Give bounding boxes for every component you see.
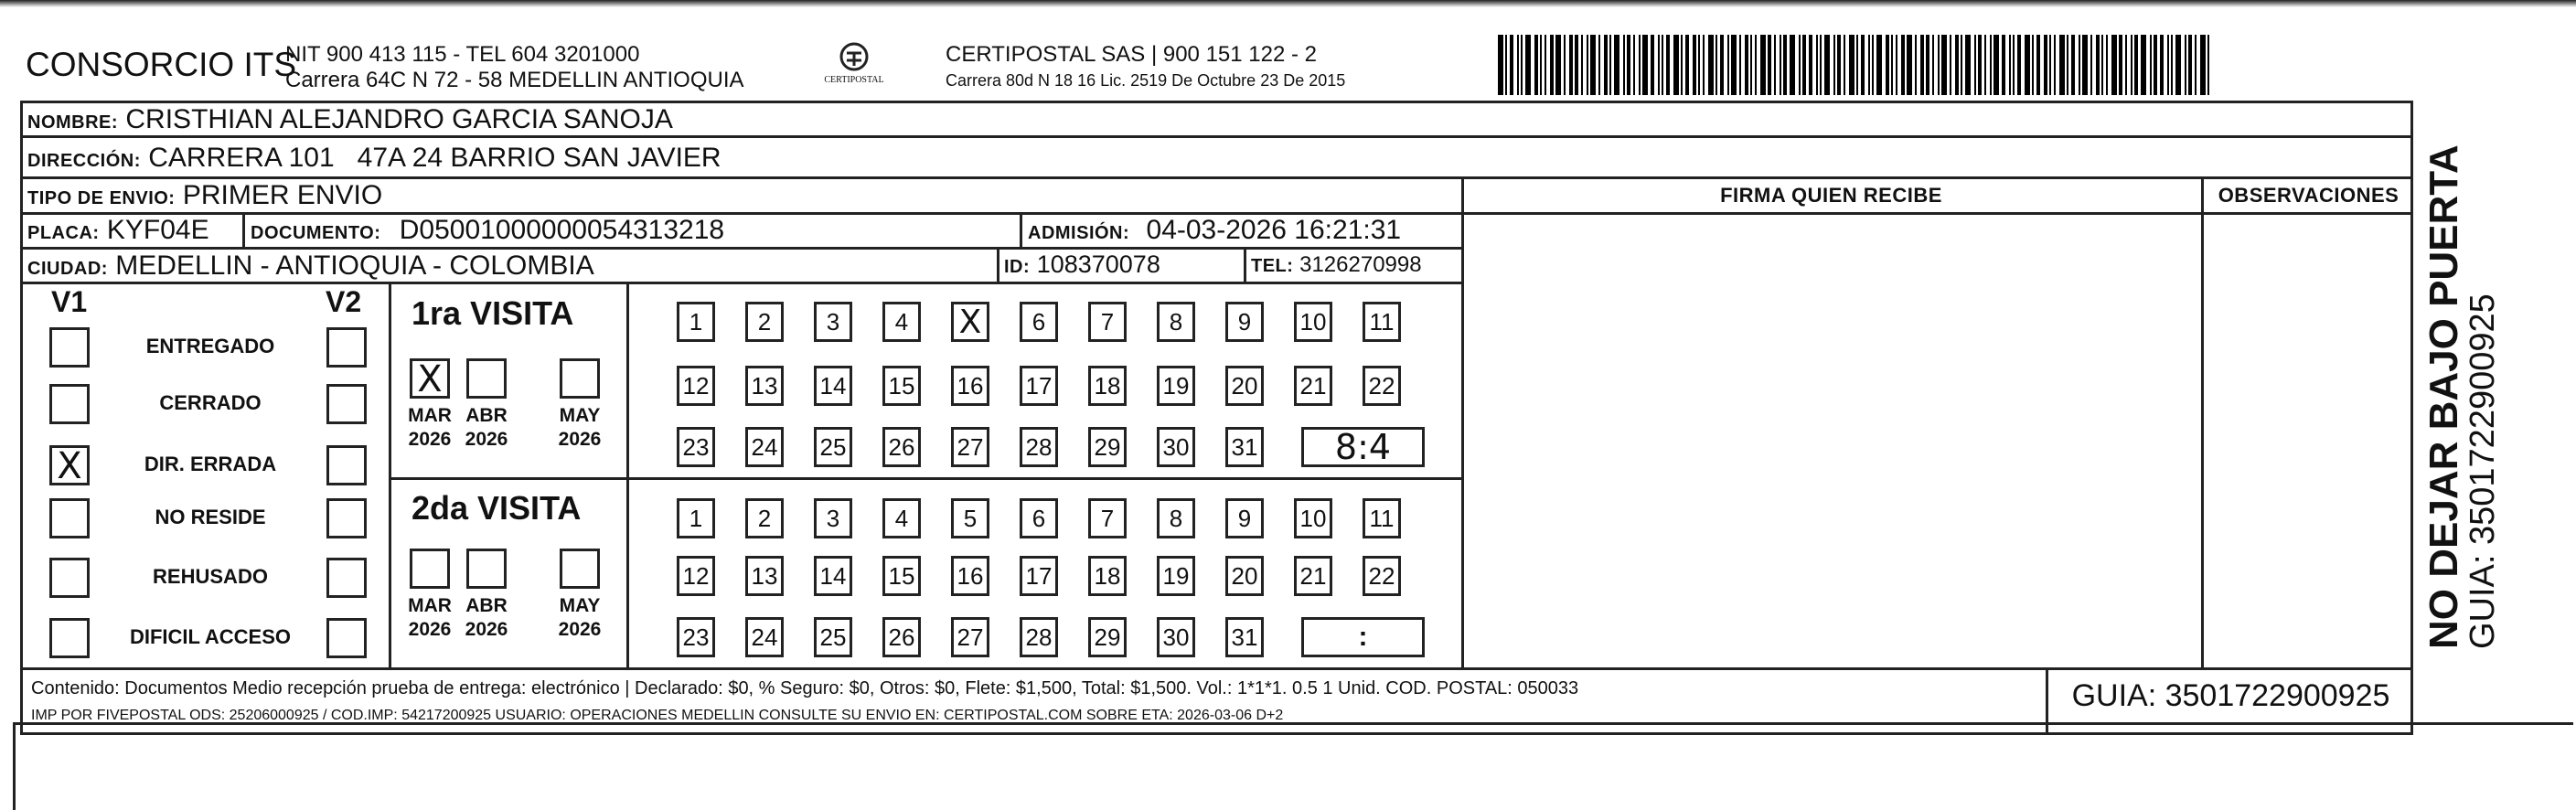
barcode-bar (1598, 35, 1600, 95)
observaciones-header: OBSERVACIONES (2218, 184, 2400, 207)
admision-value: 04-03-2026 16:21:31 (1146, 215, 1402, 245)
barcode-bar (1534, 35, 1538, 95)
barcode-bar (1816, 35, 1818, 95)
col-line (997, 247, 999, 282)
barcode-bar (2079, 35, 2080, 95)
tipo-row (27, 180, 382, 211)
placa-label: PLACA: (27, 223, 100, 243)
day-box[interactable]: 4 (882, 498, 921, 538)
day-box[interactable]: 6 (1020, 498, 1058, 538)
barcode-bar (1569, 35, 1573, 95)
day-box[interactable]: 12 (677, 366, 715, 406)
id-row (1004, 250, 1160, 279)
barcode-bar (2082, 35, 2088, 95)
placa-value: KYF04E (106, 215, 209, 245)
barcode-bar (1802, 35, 1806, 95)
barcode-bar (1941, 35, 1947, 95)
barcode-bar (2188, 35, 2192, 95)
day-mark: X (958, 303, 982, 341)
barcode-bar (1720, 35, 1724, 95)
day-box[interactable]: 26 (882, 427, 921, 467)
month-label: MAR 2026 (408, 595, 452, 640)
barcode-bar (1920, 35, 1924, 95)
day-box[interactable]: 30 (1157, 427, 1195, 467)
day-box[interactable]: 14 (814, 556, 852, 596)
month-label: ABR 2026 (465, 405, 508, 450)
certipostal-line: CERTIPOSTAL SAS | 900 151 122 - 2 (946, 42, 1317, 67)
day-box[interactable]: 20 (1225, 366, 1264, 406)
id-label: ID: (1004, 257, 1031, 277)
barcode-bar (2096, 35, 2100, 95)
day-box[interactable]: 27 (951, 617, 989, 657)
day-box[interactable]: 10 (1294, 302, 1332, 342)
barcode-bar (1614, 35, 1619, 95)
barcode-bar (1587, 35, 1588, 95)
tipo-value: PRIMER ENVIO (182, 180, 383, 210)
documento-row (251, 215, 724, 246)
tel-row (1251, 252, 1422, 278)
barcode-bar (1993, 35, 1999, 95)
barcode-bar (2071, 35, 2075, 95)
barcode-bar (1760, 35, 1766, 95)
barcode-bar (2013, 35, 2015, 95)
barcode-bar (1525, 35, 1531, 95)
barcode-bar (1837, 35, 1841, 95)
barcode-bar (2017, 35, 2021, 95)
barcode-bar (2175, 35, 2181, 95)
id-value: 108370078 (1036, 250, 1160, 278)
visit1-title: 1ra VISITA (412, 294, 574, 332)
day-box[interactable]: 30 (1157, 617, 1195, 657)
company-address: Carrera 64C N 72 - 58 MEDELLIN ANTIOQUIA (285, 68, 744, 92)
barcode-bar (1932, 35, 1934, 95)
month-checkbox[interactable]: X (410, 358, 450, 399)
barcode-bar (1868, 35, 1870, 95)
day-box[interactable]: 8 (1157, 302, 1195, 342)
barcode-bar (1950, 35, 1951, 95)
barcode-bar (1739, 35, 1741, 95)
barcode-bar (2125, 35, 2127, 95)
barcode-bar (2002, 35, 2005, 95)
barcode-bar (1780, 35, 1781, 95)
v1-checkbox[interactable] (49, 618, 90, 658)
day-box[interactable]: 21 (1294, 556, 1332, 596)
direccion-value: CARRERA 101 47A 24 BARRIO SAN JAVIER (148, 143, 721, 173)
direccion-label: DIRECCIÓN: (27, 151, 141, 171)
barcode-bar (2032, 35, 2034, 95)
day-box[interactable]: 29 (1088, 427, 1127, 467)
barcode-bar (1926, 35, 1929, 95)
barcode-bar (1498, 35, 1503, 95)
barcode-bar (1604, 35, 1608, 95)
barcode-bar (2134, 35, 2138, 95)
v1-checkbox[interactable] (49, 498, 90, 538)
barcode-bar (2150, 35, 2152, 95)
barcode-bar (1698, 35, 1700, 95)
ciudad-value: MEDELLIN - ANTIOQUIA - COLOMBIA (115, 250, 594, 281)
barcode-bar (1581, 35, 1583, 95)
barcode-bar (1666, 35, 1670, 95)
status-label: NO RESIDE (155, 506, 266, 528)
barcode-bar (1627, 35, 1630, 95)
visit1-time-field[interactable]: 8:4 (1301, 427, 1425, 467)
barcode-bar (2185, 35, 2186, 95)
day-box[interactable]: 5 (951, 498, 989, 538)
day-box[interactable]: 7 (1088, 302, 1127, 342)
barcode-bar (1876, 35, 1882, 95)
barcode-bar (1731, 35, 1737, 95)
barcode-bar (1633, 35, 1635, 95)
outer-lower-border (13, 722, 2573, 810)
row-line (20, 176, 2413, 179)
month-checkbox[interactable] (466, 358, 507, 399)
day-box[interactable]: 31 (1225, 427, 1264, 467)
day-box[interactable]: 25 (814, 427, 852, 467)
v1-checkbox[interactable] (49, 558, 90, 598)
row-line (20, 247, 1463, 250)
barcode-bar (2106, 35, 2108, 95)
tel-value: 3126270998 (1299, 252, 1422, 277)
v2-checkbox[interactable] (326, 558, 367, 598)
v1-header: V1 (51, 285, 88, 318)
barcode-bar (2036, 35, 2040, 95)
barcode-bar (2167, 35, 2169, 95)
v2-checkbox[interactable] (326, 445, 367, 485)
day-box[interactable]: 16 (951, 366, 989, 406)
barcode-bar (2207, 35, 2209, 95)
day-box[interactable]: 13 (745, 366, 784, 406)
day-box[interactable]: 13 (745, 556, 784, 596)
day-box[interactable]: 2 (745, 302, 784, 342)
day-box[interactable]: 15 (882, 366, 921, 406)
barcode-bar (2141, 35, 2146, 95)
barcode-bar (1590, 35, 1596, 95)
barcode-bar (1856, 35, 1858, 95)
status-divider (389, 282, 391, 667)
status-label: CERRADO (159, 391, 262, 414)
barcode-bar (1550, 35, 1554, 95)
footer-content-line: Contenido: Documentos Medio recepción prueba de entrega: electrónico | Declarado: $0, % Seguro: $0, Otros: $0, Flete: $1,500, Total: $1,500. Vol.: 1*1*1. 0.5 1 Unid. COD. POSTAL: 050033 (31, 678, 1579, 698)
side-guia: GUIA: 3501722900925 (2464, 293, 2502, 649)
barcode-bar (1849, 35, 1855, 95)
barcode-bar (1978, 35, 1982, 95)
barcode-bar (2054, 35, 2056, 95)
month-checkbox[interactable] (560, 358, 600, 399)
visit-separator (389, 477, 1461, 480)
day-box[interactable]: 7 (1088, 498, 1127, 538)
barcode-bar (2154, 35, 2157, 95)
barcode-bar (1609, 35, 1611, 95)
barcode-bar (1750, 35, 1752, 95)
barcode-bar (1505, 35, 1507, 95)
barcode-bar (1861, 35, 1865, 95)
day-box[interactable]: 26 (882, 617, 921, 657)
day-box[interactable]: 4 (882, 302, 921, 342)
ciudad-label: CIUDAD: (27, 259, 108, 279)
day-box[interactable] (951, 302, 989, 342)
barcode-bar (1673, 35, 1679, 95)
v1-checkbox[interactable] (49, 327, 90, 368)
barcode-bar (1824, 35, 1830, 95)
barcode-bar (1521, 35, 1523, 95)
day-box[interactable]: 21 (1294, 366, 1332, 406)
barcode-bar (1745, 35, 1748, 95)
v2-checkbox[interactable] (326, 327, 367, 368)
day-box[interactable]: 19 (1157, 556, 1195, 596)
row-line (20, 135, 2413, 138)
day-box[interactable]: 11 (1363, 302, 1401, 342)
day-box[interactable]: 1 (677, 498, 715, 538)
day-box[interactable]: 27 (951, 427, 989, 467)
day-box[interactable]: 24 (745, 617, 784, 657)
barcode-bar (1575, 35, 1578, 95)
no-dejar-bajo-puerta: NO DEJAR BAJO PUERTA (2421, 144, 2466, 649)
barcode-bar (1708, 35, 1714, 95)
barcode-bar (1984, 35, 1986, 95)
barcode-bar (1545, 35, 1546, 95)
day-box[interactable]: 12 (677, 556, 715, 596)
direccion-row (27, 143, 721, 174)
barcode-bar (2049, 35, 2051, 95)
day-box[interactable]: 3 (814, 302, 852, 342)
certipostal-logo: CERTIPOSTAL (819, 40, 889, 95)
barcode-bar (1716, 35, 1717, 95)
barcode-bar (1938, 35, 1940, 95)
v1-checkbox[interactable] (49, 384, 90, 424)
day-box[interactable]: 9 (1225, 302, 1264, 342)
barcode-bar (1681, 35, 1683, 95)
nombre-value: CRISTHIAN ALEJANDRO GARCIA SANOJA (125, 104, 673, 134)
day-box[interactable]: 31 (1225, 617, 1264, 657)
barcode-bar (1907, 35, 1912, 95)
barcode-bar (1517, 35, 1519, 95)
barcode-bar (1639, 35, 1641, 95)
barcode-bar (1990, 35, 1992, 95)
row-line (20, 282, 1463, 284)
barcode-bar (2044, 35, 2047, 95)
day-box[interactable]: 16 (951, 556, 989, 596)
day-box[interactable]: 20 (1225, 556, 1264, 596)
barcode-bar (2119, 35, 2122, 95)
day-box[interactable]: 11 (1363, 498, 1401, 538)
top-edge-shade (0, 0, 2576, 7)
v2-checkbox[interactable] (326, 384, 367, 424)
footer-print-line: IMP POR FIVEPOSTAL ODS: 25206000925 / COD.IMP: 54217200925 USUARIO: OPERACIONES MEDELLIN CONSULTE SU ENVIO EN: CERTIPOSTAL.COM SOBRE ETA: 2026-03-06 D+2 (31, 708, 1284, 723)
barcode-bar (1755, 35, 1757, 95)
day-box[interactable]: 29 (1088, 617, 1127, 657)
visit-divider (626, 282, 629, 667)
barcode (1498, 35, 2226, 95)
day-box[interactable]: 28 (1020, 427, 1058, 467)
visit2-time-field[interactable]: : (1301, 617, 1425, 657)
barcode-bar (2171, 35, 2173, 95)
day-box[interactable]: 6 (1020, 302, 1058, 342)
day-box[interactable]: 19 (1157, 366, 1195, 406)
row-line (20, 667, 2413, 670)
barcode-bar (1658, 35, 1660, 95)
month-checkbox[interactable] (410, 549, 450, 589)
month-checkbox[interactable] (560, 549, 600, 589)
admision-label: ADMISIÓN: (1028, 223, 1130, 243)
day-box[interactable]: 22 (1363, 366, 1401, 406)
v2-checkbox[interactable] (326, 618, 367, 658)
footer-guia: GUIA: 3501722900925 (2071, 678, 2390, 713)
barcode-bar (2131, 35, 2132, 95)
month-label: MAR 2026 (408, 405, 452, 450)
barcode-bar (1872, 35, 1874, 95)
v1-checkbox[interactable]: X (49, 445, 90, 485)
barcode-bar (2101, 35, 2103, 95)
barcode-bar (1768, 35, 1771, 95)
documento-label: DOCUMENTO: (251, 223, 381, 243)
barcode-bar (2009, 35, 2011, 95)
day-box[interactable]: 17 (1020, 366, 1058, 406)
nombre-row (27, 104, 673, 135)
signature-area[interactable] (1464, 215, 2201, 667)
barcode-bar (1642, 35, 1648, 95)
barcode-bar (1955, 35, 1959, 95)
company-name: CONSORCIO ITS (26, 46, 297, 83)
day-box[interactable]: 9 (1225, 498, 1264, 538)
day-box[interactable]: 23 (677, 617, 715, 657)
barcode-bar (1727, 35, 1729, 95)
barcode-bar (1774, 35, 1776, 95)
barcode-bar (2200, 35, 2206, 95)
v2-header: V2 (326, 285, 362, 318)
day-box[interactable]: 14 (814, 366, 852, 406)
barcode-bar (1510, 35, 1513, 95)
barcode-bar (1961, 35, 1962, 95)
status-label: REHUSADO (153, 565, 268, 588)
ciudad-row (27, 250, 594, 282)
barcode-bar (1974, 35, 1976, 95)
side-notice (2421, 101, 2503, 649)
barcode-bar (1901, 35, 1905, 95)
barcode-bar (1540, 35, 1542, 95)
barcode-bar (1965, 35, 1971, 95)
barcode-bar (1703, 35, 1705, 95)
barcode-bar (1833, 35, 1835, 95)
day-box[interactable]: 17 (1020, 556, 1058, 596)
day-box[interactable]: 2 (745, 498, 784, 538)
barcode-bar (1662, 35, 1663, 95)
barcode-bar (1886, 35, 1889, 95)
barcode-bar (2195, 35, 2197, 95)
day-box[interactable]: 10 (1294, 498, 1332, 538)
barcode-bar (1891, 35, 1893, 95)
status-label: DIFICIL ACCESO (129, 625, 291, 648)
month-checkbox[interactable] (466, 549, 507, 589)
firma-header: FIRMA QUIEN RECIBE (1720, 184, 1942, 207)
day-box[interactable]: 15 (882, 556, 921, 596)
visit2-title: 2da VISITA (412, 489, 582, 527)
barcode-bar (2025, 35, 2030, 95)
barcode-bar (1623, 35, 1625, 95)
col-line (1244, 247, 1246, 282)
barcode-bar (1651, 35, 1654, 95)
barcode-bar (1555, 35, 1561, 95)
v2-checkbox[interactable] (326, 498, 367, 538)
barcode-bar (1693, 35, 1696, 95)
day-box[interactable]: 22 (1363, 556, 1401, 596)
barcode-bar (2111, 35, 2117, 95)
day-box[interactable]: 1 (677, 302, 715, 342)
day-box[interactable]: 18 (1088, 366, 1127, 406)
day-box[interactable]: 25 (814, 617, 852, 657)
barcode-bar (2067, 35, 2068, 95)
barcode-bar (1790, 35, 1795, 95)
barcode-bar (2090, 35, 2092, 95)
barcode-bar (1915, 35, 1917, 95)
barcode-bar (1564, 35, 1566, 95)
col-line (1020, 212, 1022, 247)
admision-row (1028, 215, 1401, 246)
barcode-bar (1820, 35, 1822, 95)
day-box[interactable]: 23 (677, 427, 715, 467)
placa-row (27, 215, 209, 246)
day-box[interactable]: 3 (814, 498, 852, 538)
month-label: ABR 2026 (465, 595, 508, 640)
month-label: MAY 2026 (558, 405, 602, 450)
barcode-bar (1809, 35, 1812, 95)
month-label: MAY 2026 (558, 595, 602, 640)
day-box[interactable]: 24 (745, 427, 784, 467)
documento-value: D05001000000054313218 (399, 215, 725, 245)
status-label: DIR. ERRADA (144, 453, 277, 475)
col-line (242, 212, 245, 247)
nombre-label: NOMBRE: (27, 112, 119, 133)
day-box[interactable]: 18 (1088, 556, 1127, 596)
status-label: ENTREGADO (145, 335, 275, 357)
day-box[interactable]: 28 (1020, 617, 1058, 657)
certipostal-license: Carrera 80d N 18 16 Lic. 2519 De Octubre 23 De 2015 (946, 71, 1346, 90)
barcode-bar (1844, 35, 1845, 95)
barcode-bar (1896, 35, 1897, 95)
tel-label: TEL: (1251, 256, 1294, 276)
barcode-bar (1685, 35, 1689, 95)
day-box[interactable]: 8 (1157, 498, 1195, 538)
barcode-bar (1799, 35, 1801, 95)
barcode-bar (2160, 35, 2164, 95)
nit-line: NIT 900 413 115 - TEL 604 3201000 (285, 42, 640, 67)
observaciones-area[interactable] (2204, 215, 2413, 667)
tipo-label: TIPO DE ENVIO: (27, 188, 176, 208)
barcode-bar (1783, 35, 1787, 95)
barcode-bar (2059, 35, 2065, 95)
